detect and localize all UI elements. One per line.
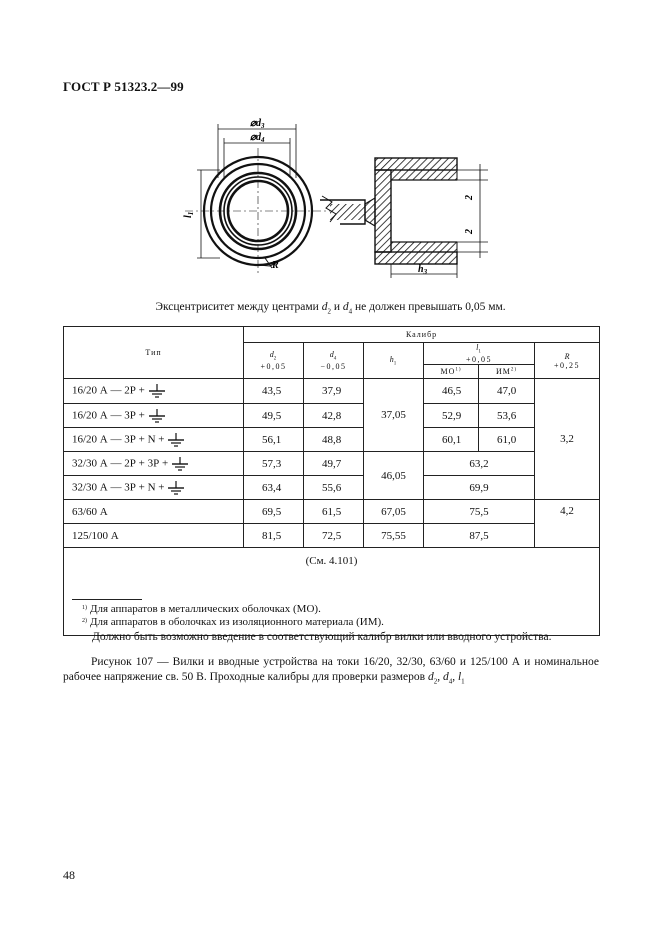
ground-icon bbox=[171, 457, 189, 471]
cell-d2: 69,5 bbox=[244, 500, 304, 524]
cell-d4: 49,7 bbox=[304, 452, 364, 476]
row-type: 63/60 А bbox=[64, 500, 244, 524]
cell-h1: 46,05 bbox=[364, 452, 424, 500]
cell-im: 61,0 bbox=[479, 428, 535, 452]
header-kalibr: Калибр bbox=[244, 327, 600, 343]
table-row bbox=[64, 379, 600, 404]
cell-im: 47,0 bbox=[479, 379, 535, 404]
cell-d4: 42,8 bbox=[304, 404, 364, 428]
table-caption-row bbox=[64, 548, 600, 574]
table-caption: (См. 4.101) bbox=[64, 548, 600, 574]
row-type: 32/30 А — 2Р + 3Р + bbox=[64, 452, 244, 476]
footnotes-row bbox=[64, 573, 600, 636]
table-row bbox=[64, 404, 600, 428]
page-number: 48 bbox=[63, 868, 75, 882]
cell-d4: 37,9 bbox=[304, 379, 364, 404]
cell-l1: 69,9 bbox=[424, 476, 535, 500]
cell-R: 4,2 bbox=[535, 500, 600, 548]
row-type: 32/30 А — 3Р + N + bbox=[64, 476, 244, 500]
label-d4: $⌀d_4$ bbox=[250, 132, 265, 144]
document-code: ГОСТ Р 51323.2—99 bbox=[63, 79, 184, 94]
cell-im: 53,6 bbox=[479, 404, 535, 428]
label-d3: $⌀d_3$ bbox=[250, 118, 265, 130]
footnote-rule bbox=[72, 599, 142, 600]
ground-icon bbox=[167, 433, 185, 447]
header-l1: $l_1$ +0,05 bbox=[424, 343, 535, 365]
label-l1: $l_1$ bbox=[183, 211, 195, 218]
cell-mo: 60,1 bbox=[424, 428, 479, 452]
label-2-bottom: 2 bbox=[464, 229, 475, 234]
cell-h1: 37,05 bbox=[364, 379, 424, 452]
cell-mo: 46,5 bbox=[424, 379, 479, 404]
gauge-drawing bbox=[180, 108, 500, 298]
row-type: 16/20 А — 3Р + bbox=[64, 404, 244, 428]
header-mo: МО$^{1)}$ bbox=[424, 365, 479, 379]
cell-d4: 48,8 bbox=[304, 428, 364, 452]
gauge-dimensions-table bbox=[63, 326, 600, 636]
label-h3: $h_3$ bbox=[418, 264, 428, 276]
cell-d2: 63,4 bbox=[244, 476, 304, 500]
ground-icon bbox=[167, 481, 185, 495]
cell-l1: 75,5 bbox=[424, 500, 535, 524]
header-d4: $d_4$ −0,05 bbox=[304, 343, 364, 379]
table-row bbox=[64, 524, 600, 548]
footnotes bbox=[64, 573, 600, 636]
table-row bbox=[64, 428, 600, 452]
cell-mo: 52,9 bbox=[424, 404, 479, 428]
row-type: 16/20 А — 3Р + N + bbox=[64, 428, 244, 452]
header-type: Тип bbox=[64, 327, 244, 379]
table-row bbox=[64, 476, 600, 500]
table-row bbox=[64, 452, 600, 476]
cell-R: 3,2 bbox=[535, 379, 600, 500]
cell-h1: 67,05 bbox=[364, 500, 424, 524]
cell-d4: 72,5 bbox=[304, 524, 364, 548]
header-h1: $h_1$ bbox=[364, 343, 424, 379]
cell-d2: 43,5 bbox=[244, 379, 304, 404]
header-d2: $d_2$ +0,05 bbox=[244, 343, 304, 379]
front-view bbox=[185, 124, 332, 274]
cell-d2: 56,1 bbox=[244, 428, 304, 452]
footnote-1: 1) Для аппаратов в металлических оболочках (МО). bbox=[82, 603, 321, 615]
header-im: ИМ$^{2)}$ bbox=[479, 365, 535, 379]
row-type: 16/20 А — 2Р + bbox=[64, 379, 244, 404]
figure-caption-paragraph: Рисунок 107 — Вилки и вводные устройства на токи 16/20, 32/30, 63/60 и 125/100 А и номинальное рабочее напряжение св. 50 В. Проходные калибры для проверки размеров $d_2$, $d_4$, $l_1$ bbox=[63, 656, 599, 686]
row-type: 125/100 А bbox=[64, 524, 244, 548]
label-2-top: 2 bbox=[464, 195, 475, 200]
eccentricity-note: Эксцентриситет между центрами $d_2$ и $d_4$ не должен превышать 0,05 мм. bbox=[155, 301, 506, 316]
ground-icon bbox=[148, 409, 166, 423]
cell-l1: 63,2 bbox=[424, 452, 535, 476]
label-R: R bbox=[272, 260, 279, 271]
cell-d2: 81,5 bbox=[244, 524, 304, 548]
table-row bbox=[64, 500, 600, 524]
footnote-2: 2) Для аппаратов в оболочках из изоляционного материала (ИМ). bbox=[82, 616, 384, 628]
header-R: R +0,25 bbox=[535, 343, 600, 379]
cell-d4: 55,6 bbox=[304, 476, 364, 500]
cell-d2: 49,5 bbox=[244, 404, 304, 428]
cell-l1: 87,5 bbox=[424, 524, 535, 548]
cell-d4: 61,5 bbox=[304, 500, 364, 524]
ground-icon bbox=[148, 384, 166, 398]
cell-d2: 57,3 bbox=[244, 452, 304, 476]
paragraph-gauge-insertion: Должно быть возможно введение в соответствующий калибр вилки или вводного устройства. bbox=[92, 631, 552, 643]
cell-h1: 75,55 bbox=[364, 524, 424, 548]
section-view bbox=[320, 158, 488, 278]
